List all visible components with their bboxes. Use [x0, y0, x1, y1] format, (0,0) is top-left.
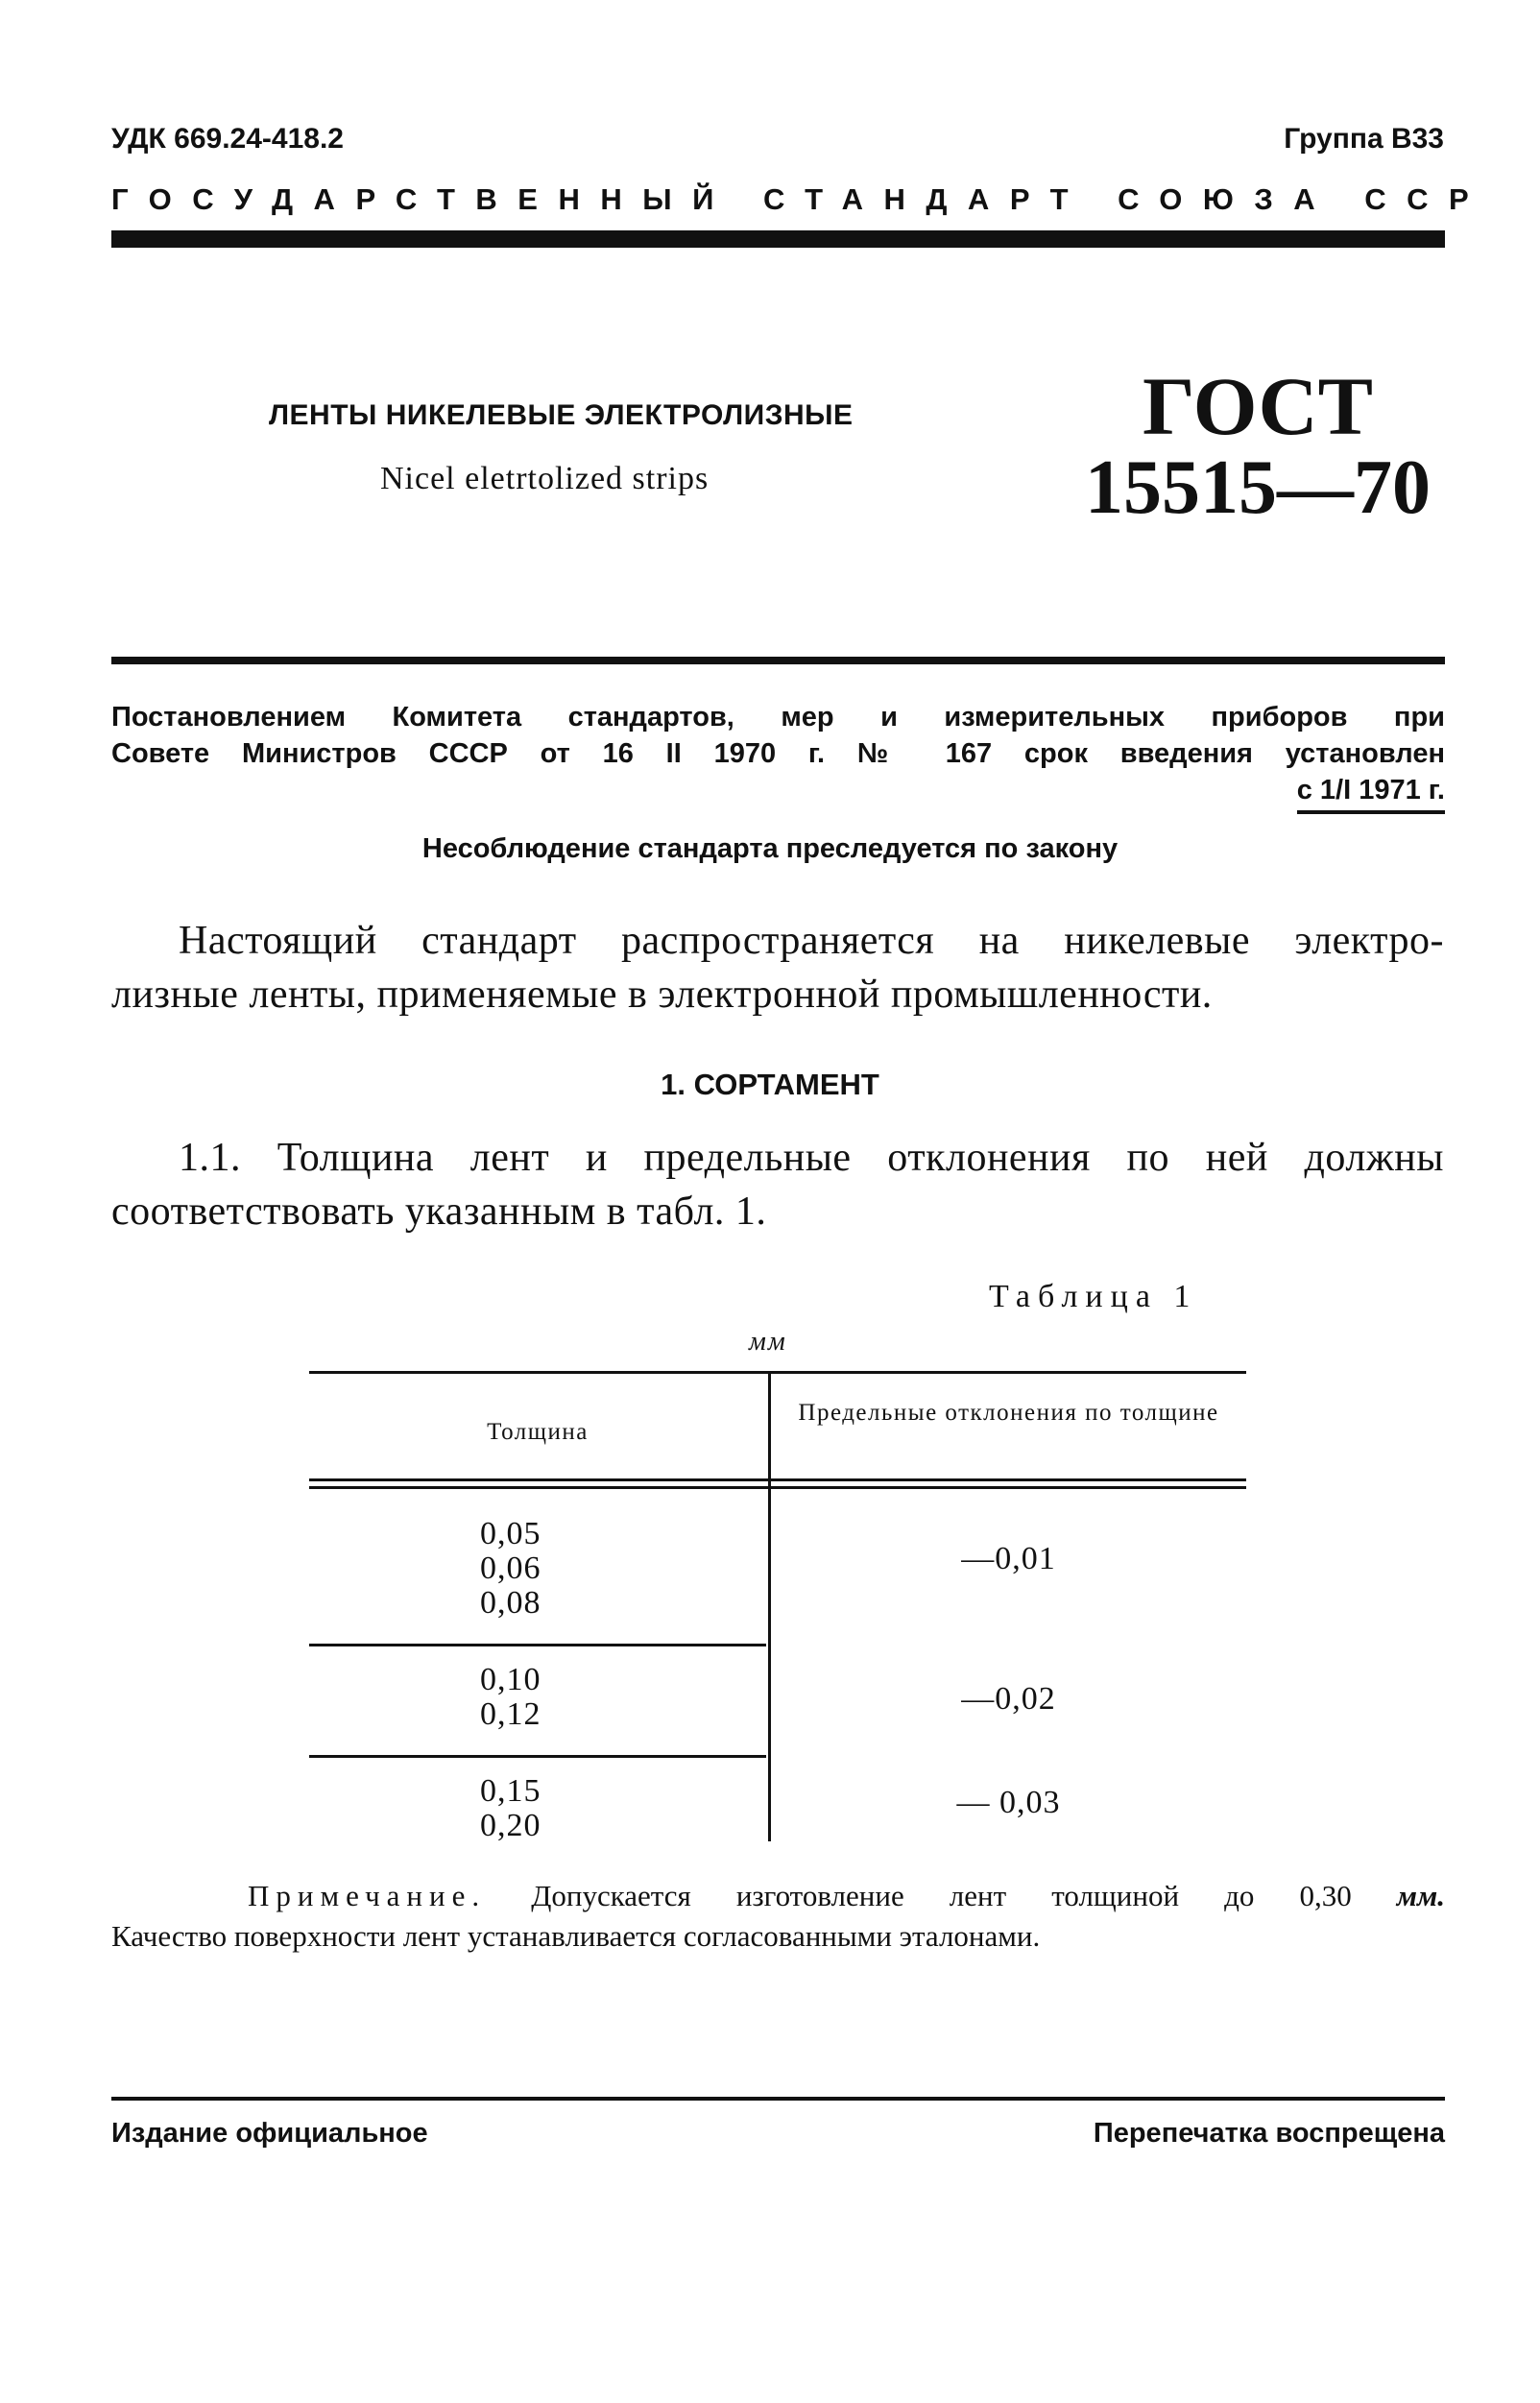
intro-line-2: лизные ленты, применяемые в электронной промышленности.: [111, 973, 1213, 1017]
thickness-value: 0,15: [480, 1773, 541, 1809]
intro-line-1: Настоящий стандарт распространяется на никелевые электро-: [179, 919, 1444, 963]
thickness-value: 0,20: [480, 1808, 541, 1843]
noncompliance-notice: Несоблюдение стандарта преследуется по закону: [421, 833, 1119, 864]
deviation-value: — 0,03: [956, 1785, 1061, 1820]
decree-line-2: Совете Министров СССР от 16 II 1970 г. № 167 срок введения установлен: [111, 738, 1445, 769]
table-header-rule: [309, 1486, 1246, 1489]
table-caption: Таблица 1: [989, 1279, 1198, 1314]
deviation-value: —0,02: [961, 1681, 1056, 1717]
state-standard-heading: ГОСУДАРСТВЕННЫЙ СТАНДАРТ СОЮЗА ССР: [111, 182, 1490, 216]
section-title: 1. СОРТАМЕНТ: [661, 1068, 879, 1101]
table-row: [480, 1774, 541, 1843]
table-header-thickness: Толщина: [487, 1419, 589, 1445]
table-row-divider: [309, 1755, 766, 1758]
table-top-rule: [309, 1371, 1246, 1374]
thickness-value: 0,10: [480, 1662, 541, 1697]
note-line-1: [111, 1876, 1445, 1916]
decree-line-1: Постановлением Комитета стандартов, мер и измерительных приборов при: [111, 702, 1445, 733]
udk-code: УДК 669.24-418.2: [111, 123, 344, 155]
thickness-value: 0,05: [480, 1516, 541, 1551]
table-row: [480, 1663, 541, 1732]
thickness-value: 0,06: [480, 1550, 541, 1586]
thickness-value: 0,08: [480, 1585, 541, 1621]
title-rule: [111, 657, 1445, 664]
decree-effective-date: с 1/I 1971 г.: [1297, 772, 1445, 814]
table-header-deviation: Предельные отклонения по толщине: [798, 1400, 1219, 1426]
clause-line-2: соответствовать указанным в табл. 1.: [111, 1189, 767, 1234]
gost-number: 15515—70: [1085, 445, 1431, 530]
top-rule: [111, 230, 1445, 248]
table-row: [480, 1517, 541, 1621]
document-title-ru: ЛЕНТЫ НИКЕЛЕВЫЕ ЭЛЕКТРОЛИЗНЫЕ: [269, 399, 854, 431]
decree-text: [111, 699, 1445, 772]
edition-label: Издание официальное: [111, 2118, 428, 2149]
note-label: Примечание.: [248, 1879, 487, 1912]
footer-rule: [111, 2097, 1445, 2101]
table-column-divider: [768, 1371, 771, 1841]
document-title-en: Nicel eletrtolized strips: [380, 461, 710, 496]
gost-label: ГОСТ: [1143, 360, 1373, 452]
clause-line-1: 1.1. Толщина лент и предельные отклонения по ней должны: [179, 1136, 1444, 1180]
table-row-divider: [309, 1644, 766, 1646]
note-text-1: Допускается изготовление лент толщиной до 0,30: [531, 1879, 1352, 1912]
table-header-rule: [309, 1478, 1246, 1481]
table-note: [111, 1876, 1445, 1957]
deviation-value: —0,01: [961, 1541, 1056, 1576]
note-unit: мм.: [1396, 1879, 1446, 1912]
note-text-2: Качество поверхности лент устанавливается согласованными эталонами.: [111, 1919, 1041, 1953]
thickness-value: 0,12: [480, 1696, 541, 1732]
reprint-notice: Перепечатка воспрещена: [1093, 2118, 1445, 2149]
group-code: Группа В33: [1284, 123, 1444, 155]
table-units: мм: [749, 1327, 787, 1357]
